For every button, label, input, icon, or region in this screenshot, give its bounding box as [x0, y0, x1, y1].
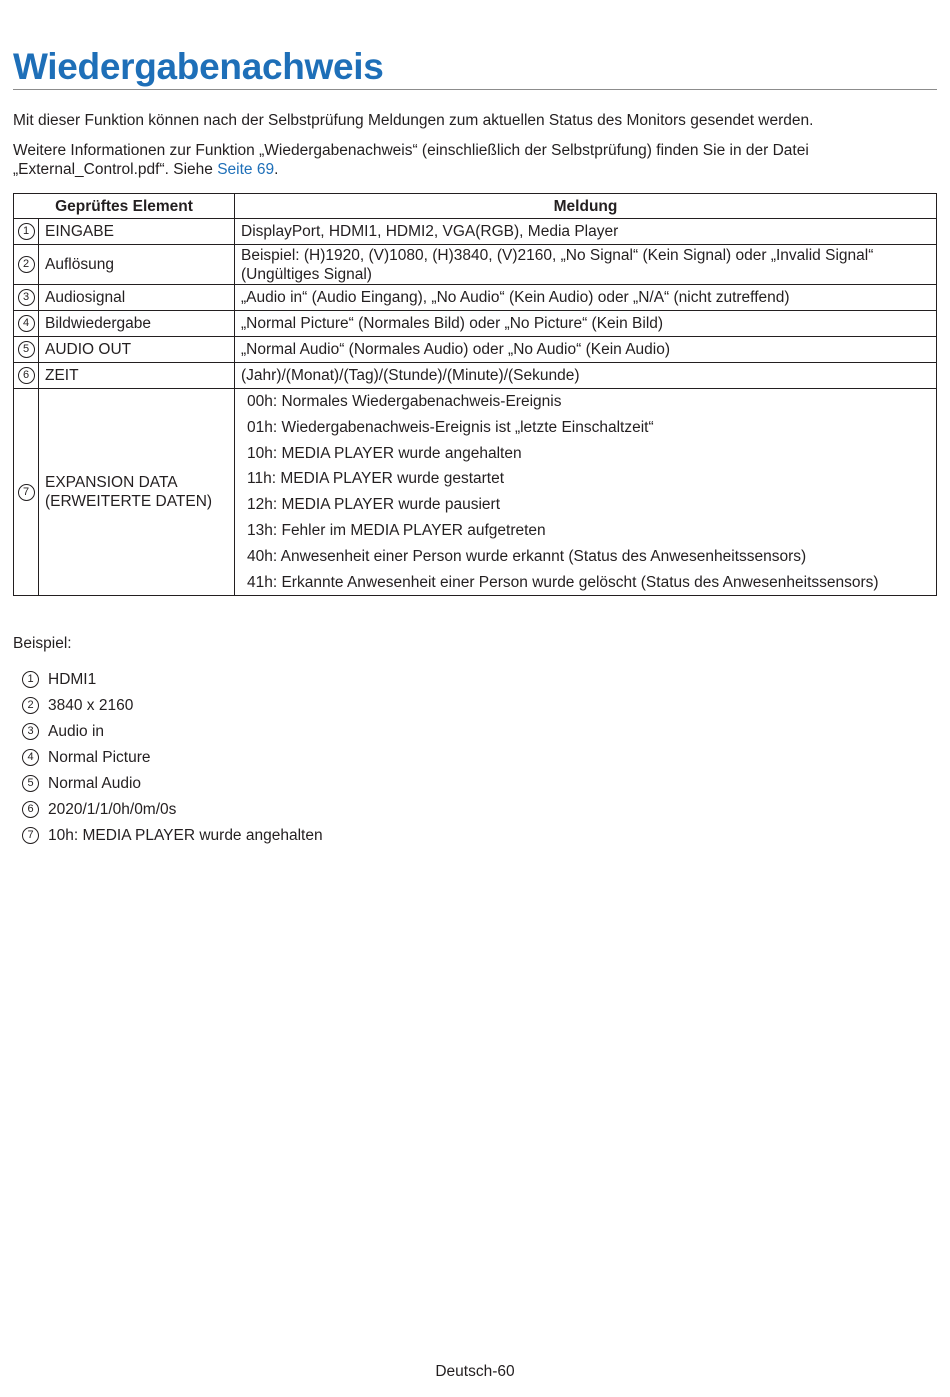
- example-text: Audio in: [48, 723, 105, 740]
- expansion-message: 11h: MEDIA PLAYER wurde gestartet: [247, 470, 505, 488]
- table-row: [14, 311, 937, 337]
- page-footer: Deutsch-60: [435, 1363, 515, 1380]
- message-cell: DisplayPort, HDMI1, HDMI2, VGA(RGB), Media Player: [235, 219, 937, 245]
- expansion-message: 12h: MEDIA PLAYER wurde pausiert: [247, 496, 501, 514]
- expansion-message: 00h: Normales Wiedergabenachweis-Ereignis: [247, 393, 562, 410]
- expansion-messages: [235, 389, 937, 596]
- expansion-message: 40h: Anwesenheit einer Person wurde erkannt (Status des Anwesenheitssensors): [247, 547, 807, 565]
- message-cell: „Normal Picture“ (Normales Bild) oder „No Picture“ (Kein Bild): [235, 311, 937, 337]
- number-badge: 6: [18, 367, 35, 384]
- table-row-expansion: [14, 389, 937, 596]
- element-cell: [39, 389, 235, 596]
- more-info-paragraph: [13, 141, 933, 179]
- table-row: [14, 285, 937, 311]
- element-cell: AUDIO OUT: [39, 337, 235, 363]
- number-badge: 1: [22, 671, 39, 688]
- table-row: [14, 245, 937, 285]
- table-header-row: [14, 194, 937, 219]
- example-list: [22, 670, 323, 852]
- example-item: [22, 748, 323, 774]
- expansion-message: 10h: MEDIA PLAYER wurde angehalten: [247, 444, 522, 462]
- intro-paragraph: Mit dieser Funktion können nach der Selbstprüfung Meldungen zum aktuellen Status des Monitors gesendet werden.: [13, 112, 814, 129]
- page-title: Wiedergabenachweis: [13, 46, 384, 87]
- element-cell: Bildwiedergabe: [39, 311, 235, 337]
- number-badge: 1: [18, 223, 35, 240]
- expansion-message: 41h: Erkannte Anwesenheit einer Person wurde gelöscht (Status des Anwesenheitssensors): [247, 573, 879, 591]
- more-info-suffix: .: [274, 161, 279, 178]
- number-badge: 3: [22, 723, 39, 740]
- header-message: Meldung: [235, 194, 937, 219]
- number-badge: 7: [18, 484, 35, 501]
- number-badge: 2: [18, 256, 35, 273]
- example-text: 2020/1/1/0h/0m/0s: [48, 801, 177, 818]
- title-divider: [13, 89, 937, 90]
- expansion-label-line1: EXPANSION DATA: [45, 474, 178, 492]
- number-badge: 2: [22, 697, 39, 714]
- example-text: 10h: MEDIA PLAYER wurde angehalten: [48, 827, 323, 844]
- element-cell: EINGABE: [39, 219, 235, 245]
- element-cell: Audiosignal: [39, 285, 235, 311]
- example-item: [22, 774, 323, 800]
- example-item: [22, 670, 323, 696]
- element-cell: Auflösung: [39, 245, 235, 285]
- example-item: [22, 696, 323, 722]
- example-item: [22, 826, 323, 852]
- number-badge: 3: [18, 289, 35, 306]
- table-row: [14, 219, 937, 245]
- number-badge: 5: [22, 775, 39, 792]
- table-row: [14, 337, 937, 363]
- expansion-message: 01h: Wiedergabenachweis-Ereignis ist „letzte Einschaltzeit“: [247, 418, 654, 436]
- header-element: Geprüftes Element: [14, 194, 235, 219]
- message-cell: Beispiel: (H)1920, (V)1080, (H)3840, (V)2160, „No Signal“ (Kein Signal) oder „Invalid Signal“ (Ungültiges Signal): [235, 245, 937, 285]
- expansion-label-line2: (ERWEITERTE DATEN): [45, 493, 213, 511]
- number-badge: 6: [22, 801, 39, 818]
- example-text: Normal Picture: [48, 749, 151, 766]
- number-badge: 4: [22, 749, 39, 766]
- example-item: [22, 800, 323, 826]
- more-info-text: Weitere Informationen zur Funktion „Wiedergabenachweis“ (einschließlich der Selbstprüfung) finden Sie in der Datei „External_Control.pdf“. Siehe: [13, 142, 809, 178]
- number-badge: 7: [22, 827, 39, 844]
- number-badge: 5: [18, 341, 35, 358]
- message-cell: „Normal Audio“ (Normales Audio) oder „No Audio“ (Kein Audio): [235, 337, 937, 363]
- page-link[interactable]: Seite 69: [217, 161, 275, 178]
- message-cell: (Jahr)/(Monat)/(Tag)/(Stunde)/(Minute)/(Sekunde): [235, 363, 937, 389]
- example-text: HDMI1: [48, 671, 97, 688]
- status-table: [13, 193, 937, 596]
- example-text: 3840 x 2160: [48, 697, 134, 714]
- number-badge: 4: [18, 315, 35, 332]
- example-item: [22, 722, 323, 748]
- example-label: Beispiel:: [13, 635, 72, 652]
- table-row: [14, 363, 937, 389]
- element-cell: ZEIT: [39, 363, 235, 389]
- expansion-message: 13h: Fehler im MEDIA PLAYER aufgetreten: [247, 521, 546, 539]
- example-text: Normal Audio: [48, 775, 142, 792]
- message-cell: „Audio in“ (Audio Eingang), „No Audio“ (Kein Audio) oder „N/A“ (nicht zutreffend): [235, 285, 937, 311]
